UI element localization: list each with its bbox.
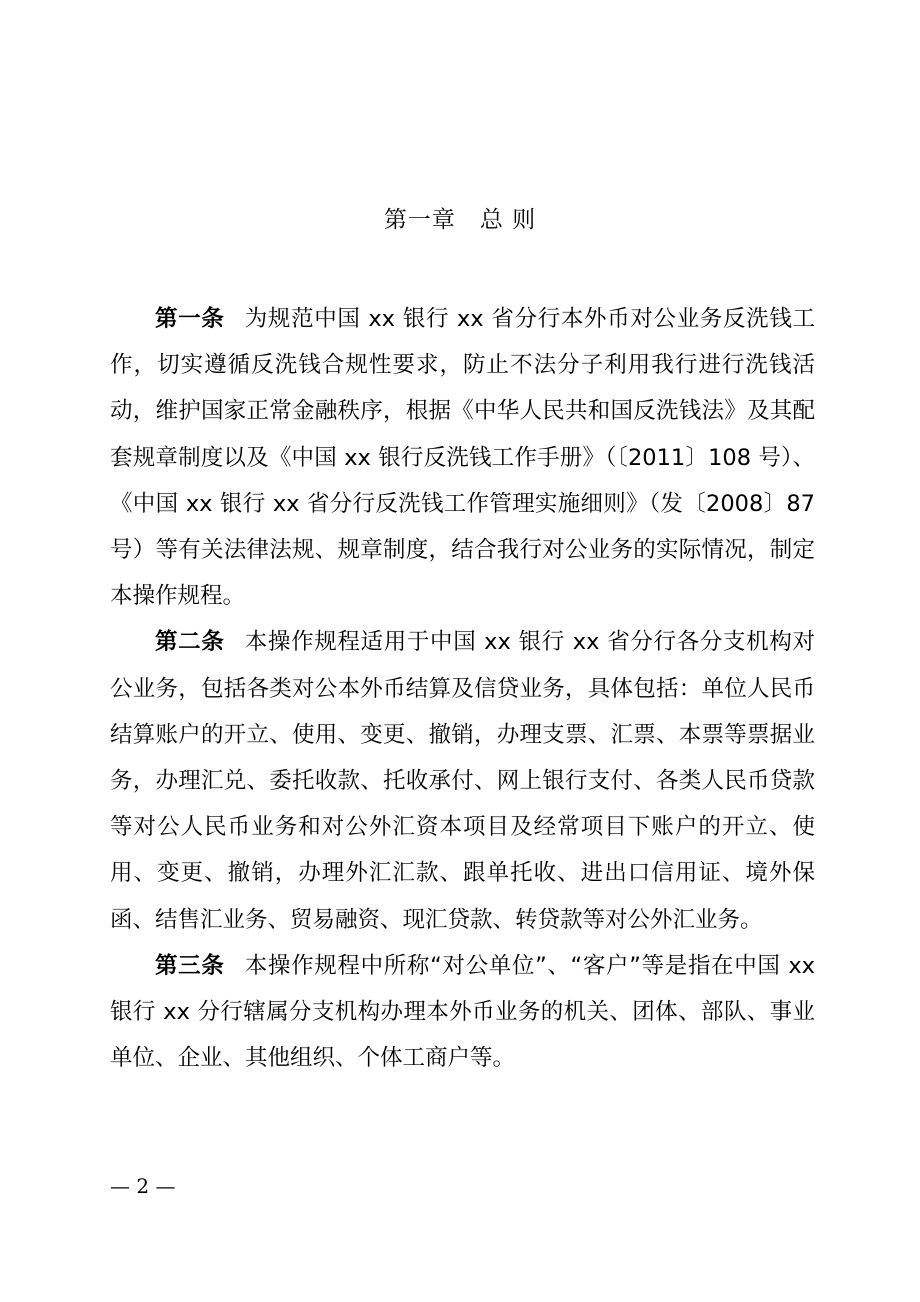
chapter-title: 第一章 总 则 <box>383 207 537 233</box>
article-3 <box>110 943 815 1082</box>
article-2 <box>110 619 815 942</box>
article-text: 本操作规程中所称“对公单位”、“客户”等是指在中国 xx 银行 xx 分行辖属分支机构办理本外币业务的机关、团体、部队、事业单位、企业、其他组织、个体工商户等。 <box>110 952 815 1072</box>
article-label: 第一条 <box>155 306 225 332</box>
document-body <box>110 296 815 1081</box>
article-label: 第三条 <box>155 952 225 979</box>
article-label: 第二条 <box>155 629 225 656</box>
page-number: — 2 — <box>110 1174 176 1198</box>
article-1 <box>110 296 815 619</box>
article-text: 本操作规程适用于中国 xx 银行 xx 省分行各分支机构对公业务，包括各类对公本外币结算及信贷业务，具体包括：单位人民币结算账户的开立、使用、变更、撤销，办理支票、汇票、本票等票据业务，办理汇兑、委托收款、托收承付、网上银行支付、各类人民币贷款等对公人民币业务和对公外汇资本项目及经常项目下账户的开立、使用、变更、撤销，办理外汇汇款、跟单托收、进出口信用证、境外保函、结售汇业务、贸易融资、现汇贷款、转贷款等对公外汇业务。 <box>110 629 815 933</box>
article-text: 为规范中国 xx 银行 xx 省分行本外币对公业务反洗钱工作，切实遵循反洗钱合规性要求，防止不法分子利用我行进行洗钱活动，维护国家正常金融秩序，根据《中华人民共和国反洗钱法》及其配套规章制度以及《中国 xx 银行反洗钱工作手册》（〔2011〕108 号）、《中国 xx 银行 xx 省分行反洗钱工作管理实施细则》（发〔2008〕87 号）等有关法律法规、规章制度，结合我行对公业务的实际情况，制定本操作规程。 <box>110 306 815 610</box>
